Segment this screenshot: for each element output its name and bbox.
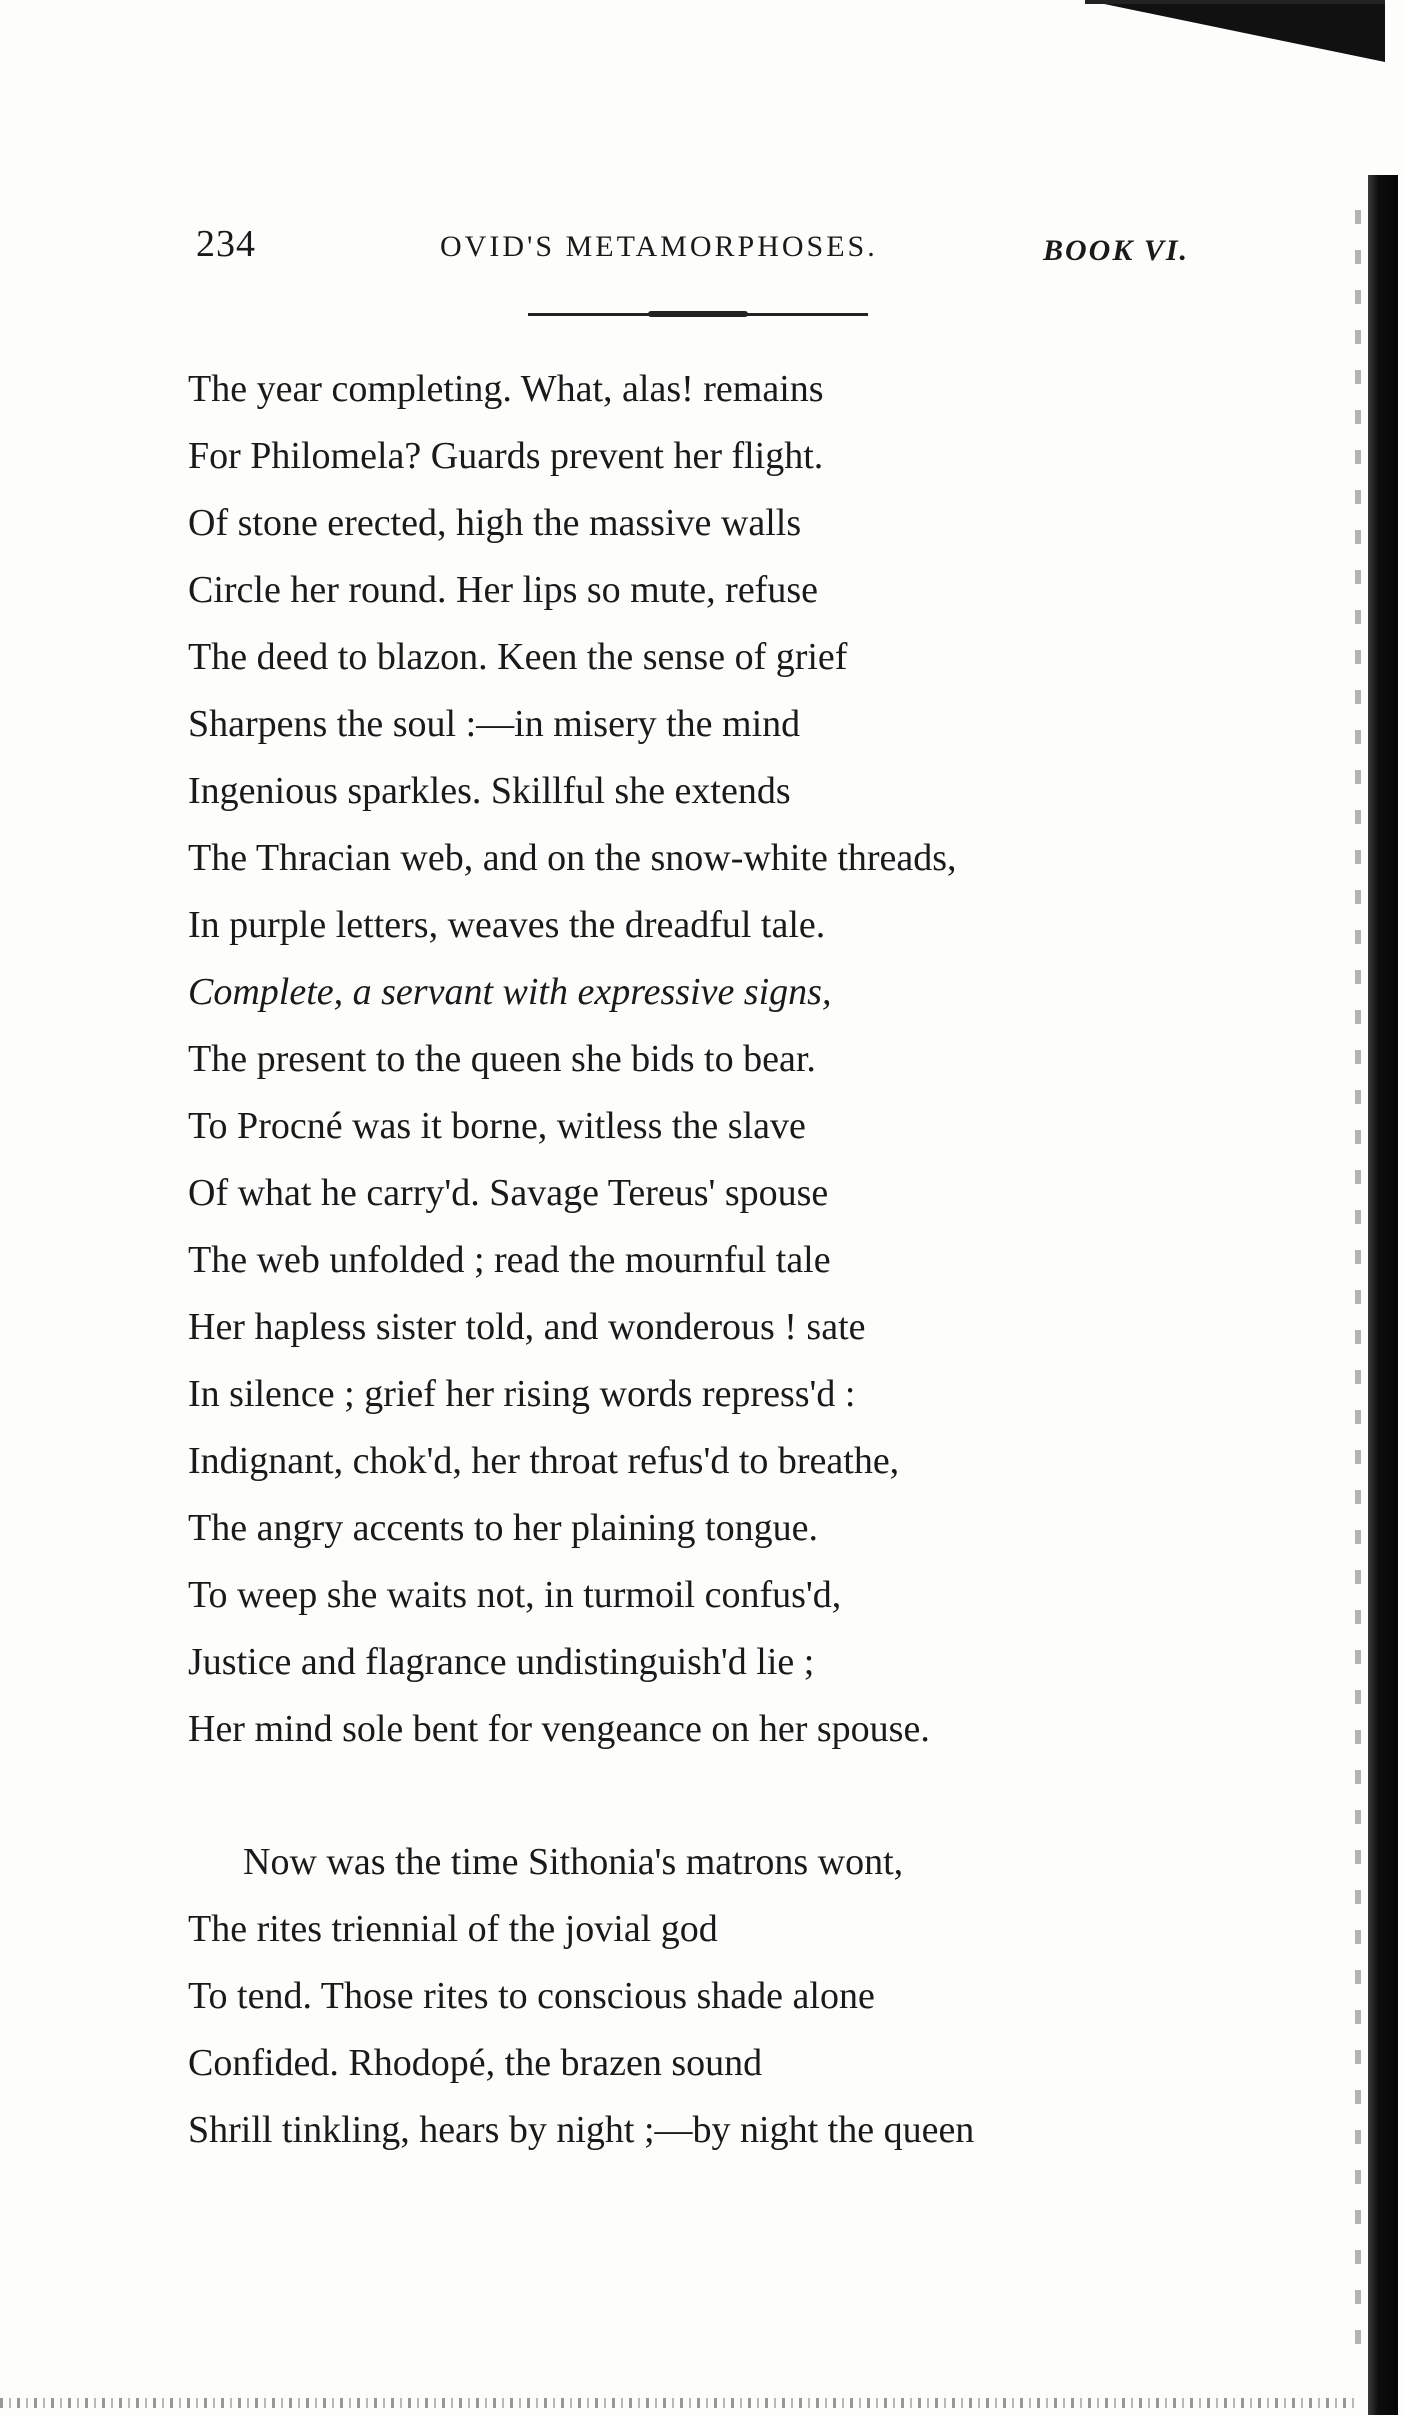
page-corner-edge [1085,0,1385,4]
verse-line: For Philomela? Guards prevent her flight. [188,435,824,477]
verse-line: Now was the time Sithonia's matrons wont, [243,1841,904,1883]
verse-line: To tend. Those rites to conscious shade alone [188,1975,875,2017]
verse-line: Ingenious sparkles. Skillful she extends [188,770,791,812]
running-header [0,222,1405,282]
verse-line: Her mind sole bent for vengeance on her spouse. [188,1708,930,1750]
verse-line: Of what he carry'd. Savage Tereus' spouse [188,1172,829,1214]
verse-line: Circle her round. Her lips so mute, refuse [188,569,818,611]
verse-line: Of stone erected, high the massive walls [188,502,802,544]
page-corner-shadow [1085,0,1385,62]
verse-line: Shrill tinkling, hears by night ;—by night the queen [188,2109,975,2151]
binding-edge-marks [1355,210,1361,2370]
verse-line: Justice and flagrance undistinguish'd lie ; [188,1641,815,1683]
verse-line: To weep she waits not, in turmoil confus'd, [188,1574,842,1616]
verse-line: In purple letters, weaves the dreadful tale. [188,904,826,946]
running-title: OVID'S METAMORPHOSES. [440,230,878,263]
verse-line: The present to the queen she bids to bear. [188,1038,816,1080]
header-rule [528,313,868,316]
verse-line: The deed to blazon. Keen the sense of grief [188,636,848,678]
binding-edge [1368,175,1398,2415]
verse-line: Confided. Rhodopé, the brazen sound [188,2042,763,2084]
verse-line: Sharpens the soul :—in misery the mind [188,703,801,745]
verse-line: Her hapless sister told, and wonderous ! sate [188,1306,866,1348]
verse-line: The year completing. What, alas! remains [188,368,824,410]
verse-line: The web unfolded ; read the mournful tale [188,1239,831,1281]
verse-line: To Procné was it borne, witless the slave [188,1105,806,1147]
verse-line: The angry accents to her plaining tongue. [188,1507,818,1549]
verse-line: Indignant, chok'd, her throat refus'd to breathe, [188,1440,900,1482]
bottom-scan-edge [0,2398,1360,2408]
verse-line: Complete, a servant with expressive signs, [188,971,832,1013]
verse-line: The rites triennial of the jovial god [188,1908,718,1950]
verse-line: The Thracian web, and on the snow-white threads, [188,837,957,879]
page-number: 234 [196,223,256,265]
book-label: BOOK VI. [1043,234,1190,267]
verse-line: In silence ; grief her rising words repress'd : [188,1373,856,1415]
